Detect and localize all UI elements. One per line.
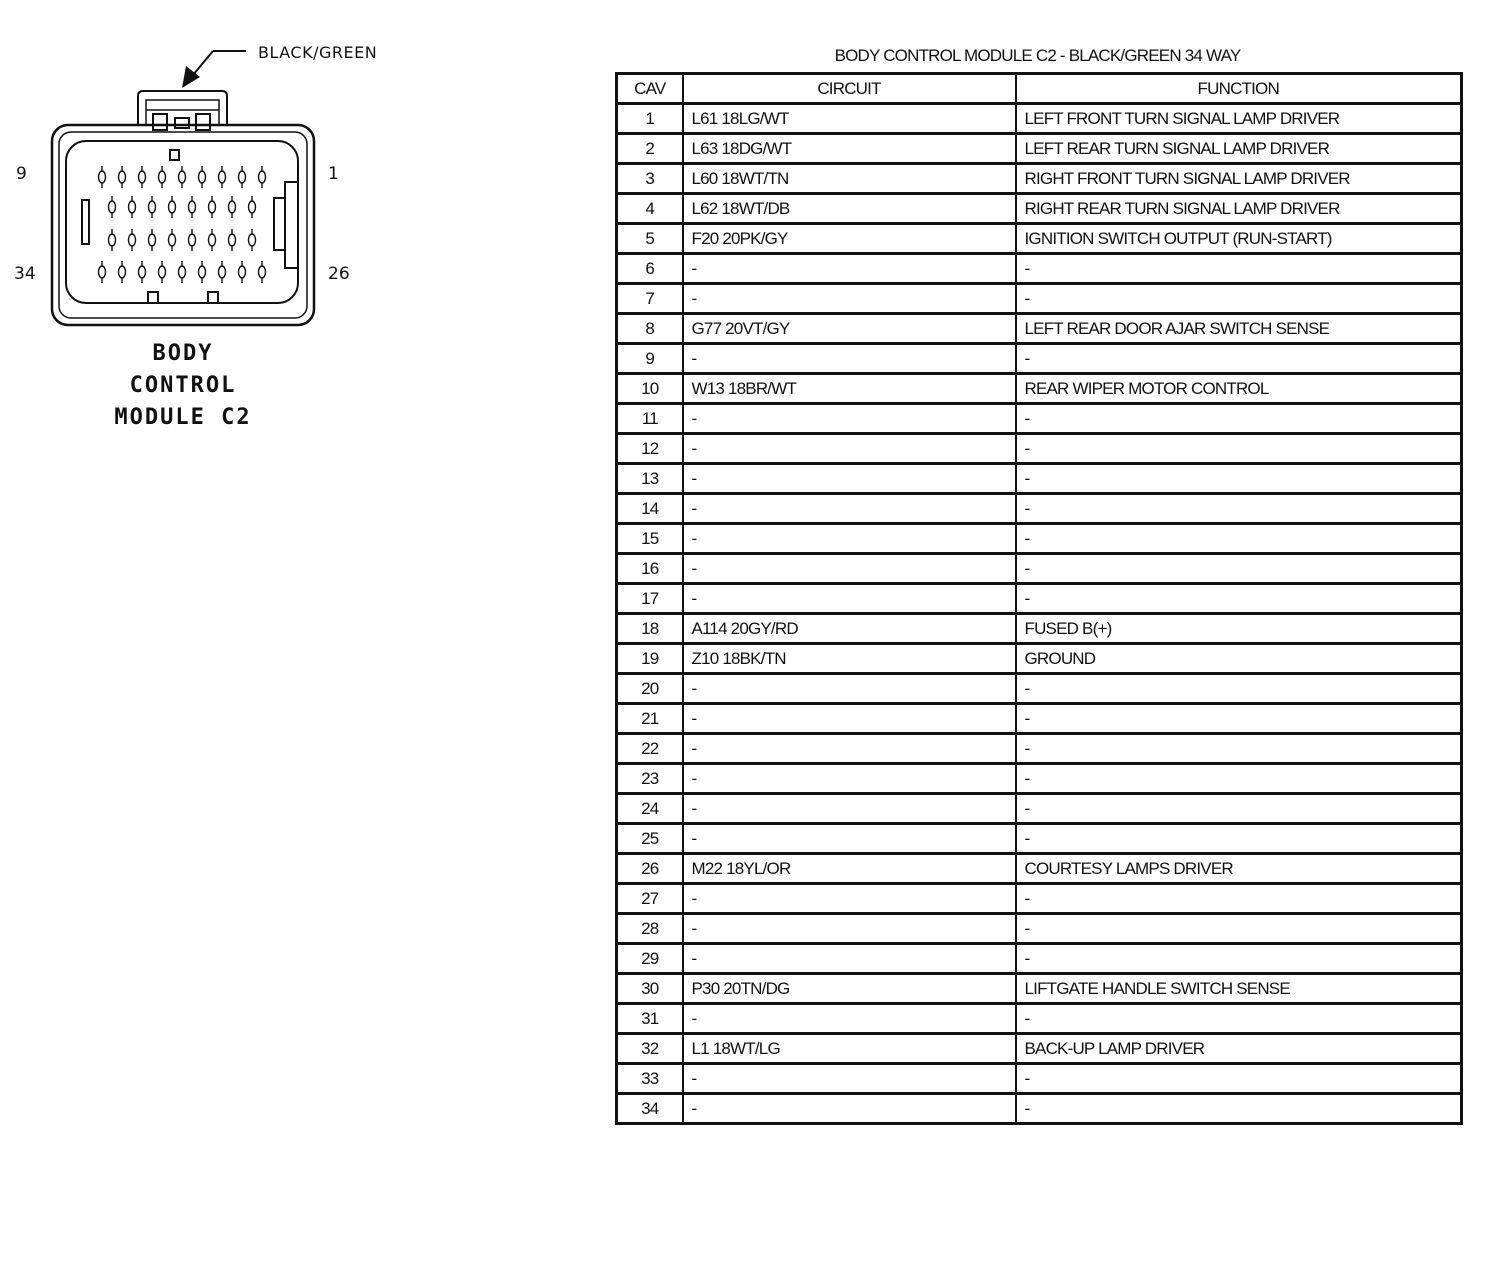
cav-cell: 12: [617, 434, 683, 464]
caption-line: BODY: [152, 341, 214, 366]
function-cell: IGNITION SWITCH OUTPUT (RUN-START): [1016, 224, 1462, 254]
table-row: [617, 884, 1462, 914]
cav-cell: 20: [617, 674, 683, 704]
pin-cavity: [209, 229, 216, 251]
cav-cell: 5: [617, 224, 683, 254]
pin-cavity: [249, 229, 256, 251]
pin-label-bottom-left: 34: [14, 264, 36, 284]
cav-cell: 27: [617, 884, 683, 914]
circuit-cell: -: [683, 764, 1016, 794]
table-row: [617, 1034, 1462, 1064]
cav-cell: 8: [617, 314, 683, 344]
circuit-cell: L61 18LG/WT: [683, 104, 1016, 134]
circuit-cell: -: [683, 824, 1016, 854]
circuit-cell: -: [683, 914, 1016, 944]
function-cell: -: [1016, 404, 1462, 434]
circuit-cell: -: [683, 344, 1016, 374]
function-cell: -: [1016, 524, 1462, 554]
circuit-cell: -: [683, 704, 1016, 734]
function-cell: -: [1016, 674, 1462, 704]
function-cell: RIGHT REAR TURN SIGNAL LAMP DRIVER: [1016, 194, 1462, 224]
pin-label-bottom-right: 26: [328, 264, 350, 284]
cav-cell: 13: [617, 464, 683, 494]
circuit-cell: -: [683, 554, 1016, 584]
cav-cell: 34: [617, 1094, 683, 1124]
pin-cavity: [109, 229, 116, 251]
function-cell: BACK-UP LAMP DRIVER: [1016, 1034, 1462, 1064]
table-row: [617, 254, 1462, 284]
circuit-cell: -: [683, 434, 1016, 464]
function-cell: -: [1016, 284, 1462, 314]
table-row: [617, 734, 1462, 764]
circuit-cell: F20 20PK/GY: [683, 224, 1016, 254]
cav-cell: 14: [617, 494, 683, 524]
pin-cavity: [159, 261, 166, 283]
table-row: [617, 1004, 1462, 1034]
module-caption: [52, 338, 314, 434]
cav-cell: 21: [617, 704, 683, 734]
pin-cavity: [119, 261, 126, 283]
circuit-cell: -: [683, 494, 1016, 524]
table-row: [617, 554, 1462, 584]
pin-cavity: [99, 166, 106, 188]
function-cell: LIFTGATE HANDLE SWITCH SENSE: [1016, 974, 1462, 1004]
pin-cavity: [239, 261, 246, 283]
pin-cavity: [229, 229, 236, 251]
circuit-cell: P30 20TN/DG: [683, 974, 1016, 1004]
pinout-table: [615, 72, 1463, 1125]
circuit-cell: Z10 18BK/TN: [683, 644, 1016, 674]
pin-label-top-left: 9: [16, 164, 27, 184]
pin-cavity: [139, 166, 146, 188]
function-cell: RIGHT FRONT TURN SIGNAL LAMP DRIVER: [1016, 164, 1462, 194]
pin-cavity: [109, 196, 116, 218]
circuit-cell: -: [683, 284, 1016, 314]
cav-cell: 23: [617, 764, 683, 794]
table-row: [617, 944, 1462, 974]
circuit-cell: M22 18YL/OR: [683, 854, 1016, 884]
table-row: [617, 314, 1462, 344]
table-row: [617, 404, 1462, 434]
cav-cell: 33: [617, 1064, 683, 1094]
function-cell: -: [1016, 704, 1462, 734]
connector-pins: [99, 166, 266, 283]
function-cell: -: [1016, 464, 1462, 494]
header-circuit: CIRCUIT: [683, 74, 1016, 104]
pin-cavity: [119, 166, 126, 188]
function-cell: -: [1016, 944, 1462, 974]
table-row: [617, 704, 1462, 734]
cav-cell: 30: [617, 974, 683, 1004]
cav-cell: 17: [617, 584, 683, 614]
pin-cavity: [189, 229, 196, 251]
function-cell: LEFT REAR TURN SIGNAL LAMP DRIVER: [1016, 134, 1462, 164]
connector-color-label: BLACK/GREEN: [258, 43, 378, 62]
function-cell: -: [1016, 734, 1462, 764]
table-row: [617, 1064, 1462, 1094]
function-cell: -: [1016, 254, 1462, 284]
circuit-cell: -: [683, 734, 1016, 764]
table-row: [617, 464, 1462, 494]
pin-cavity: [259, 261, 266, 283]
function-cell: -: [1016, 494, 1462, 524]
table-row: [617, 524, 1462, 554]
pin-cavity: [199, 166, 206, 188]
function-cell: -: [1016, 554, 1462, 584]
circuit-cell: -: [683, 794, 1016, 824]
function-cell: -: [1016, 764, 1462, 794]
cav-cell: 31: [617, 1004, 683, 1034]
circuit-cell: L60 18WT/TN: [683, 164, 1016, 194]
circuit-cell: -: [683, 1094, 1016, 1124]
table-row: [617, 914, 1462, 944]
cav-cell: 28: [617, 914, 683, 944]
header-cav: CAV: [617, 74, 683, 104]
cav-cell: 2: [617, 134, 683, 164]
cav-cell: 15: [617, 524, 683, 554]
cav-cell: 25: [617, 824, 683, 854]
circuit-cell: -: [683, 1064, 1016, 1094]
cav-cell: 7: [617, 284, 683, 314]
pin-label-top-right: 1: [328, 164, 339, 184]
table-row: [617, 854, 1462, 884]
pin-cavity: [219, 261, 226, 283]
pin-cavity: [219, 166, 226, 188]
pin-cavity: [159, 166, 166, 188]
circuit-cell: -: [683, 524, 1016, 554]
circuit-cell: W13 18BR/WT: [683, 374, 1016, 404]
header-function: FUNCTION: [1016, 74, 1462, 104]
table-row: [617, 494, 1462, 524]
cav-cell: 32: [617, 1034, 683, 1064]
circuit-cell: -: [683, 254, 1016, 284]
circuit-cell: -: [683, 464, 1016, 494]
circuit-cell: -: [683, 884, 1016, 914]
function-cell: -: [1016, 344, 1462, 374]
table-row: [617, 434, 1462, 464]
caption-line: CONTROL: [129, 373, 237, 398]
table-row: [617, 584, 1462, 614]
table-header-row: [617, 74, 1462, 104]
table-row: [617, 134, 1462, 164]
circuit-cell: -: [683, 674, 1016, 704]
function-cell: LEFT FRONT TURN SIGNAL LAMP DRIVER: [1016, 104, 1462, 134]
pin-cavity: [259, 166, 266, 188]
table-row: [617, 824, 1462, 854]
table-row: [617, 194, 1462, 224]
pin-cavity: [169, 196, 176, 218]
cav-cell: 29: [617, 944, 683, 974]
cav-cell: 3: [617, 164, 683, 194]
circuit-cell: L63 18DG/WT: [683, 134, 1016, 164]
function-cell: -: [1016, 794, 1462, 824]
function-cell: -: [1016, 1004, 1462, 1034]
table-title: BODY CONTROL MODULE C2 - BLACK/GREEN 34 WAY: [834, 46, 1241, 65]
function-cell: LEFT REAR DOOR AJAR SWITCH SENSE: [1016, 314, 1462, 344]
table-row: [617, 974, 1462, 1004]
function-cell: GROUND: [1016, 644, 1462, 674]
function-cell: -: [1016, 914, 1462, 944]
pin-cavity: [169, 229, 176, 251]
pin-cavity: [99, 261, 106, 283]
pin-cavity: [179, 261, 186, 283]
circuit-cell: G77 20VT/GY: [683, 314, 1016, 344]
circuit-cell: -: [683, 404, 1016, 434]
circuit-cell: L1 18WT/LG: [683, 1034, 1016, 1064]
pin-cavity: [129, 196, 136, 218]
connector-housing: [52, 91, 314, 325]
pin-cavity: [239, 166, 246, 188]
cav-cell: 18: [617, 614, 683, 644]
cav-cell: 16: [617, 554, 683, 584]
cav-cell: 11: [617, 404, 683, 434]
table-row: [617, 794, 1462, 824]
function-cell: -: [1016, 584, 1462, 614]
table-row: [617, 764, 1462, 794]
pin-cavity: [129, 229, 136, 251]
function-cell: -: [1016, 434, 1462, 464]
function-cell: FUSED B(+): [1016, 614, 1462, 644]
cav-cell: 1: [617, 104, 683, 134]
circuit-cell: -: [683, 1004, 1016, 1034]
table-row: [617, 674, 1462, 704]
table-row: [617, 224, 1462, 254]
pin-cavity: [149, 196, 156, 218]
cav-cell: 26: [617, 854, 683, 884]
pin-cavity: [189, 196, 196, 218]
pin-cavity: [209, 196, 216, 218]
cav-cell: 6: [617, 254, 683, 284]
table-row: [617, 284, 1462, 314]
pin-cavity: [229, 196, 236, 218]
function-cell: COURTESY LAMPS DRIVER: [1016, 854, 1462, 884]
function-cell: -: [1016, 824, 1462, 854]
table-row: [617, 614, 1462, 644]
pin-cavity: [249, 196, 256, 218]
cav-cell: 9: [617, 344, 683, 374]
function-cell: REAR WIPER MOTOR CONTROL: [1016, 374, 1462, 404]
pin-cavity: [149, 229, 156, 251]
pin-cavity: [139, 261, 146, 283]
cav-cell: 10: [617, 374, 683, 404]
circuit-cell: A114 20GY/RD: [683, 614, 1016, 644]
function-cell: -: [1016, 1094, 1462, 1124]
table-row: [617, 164, 1462, 194]
circuit-cell: -: [683, 584, 1016, 614]
circuit-cell: L62 18WT/DB: [683, 194, 1016, 224]
table-row: [617, 644, 1462, 674]
cav-cell: 22: [617, 734, 683, 764]
function-cell: -: [1016, 884, 1462, 914]
table-row: [617, 344, 1462, 374]
circuit-cell: -: [683, 944, 1016, 974]
pointer-arrow: [182, 51, 246, 88]
cav-cell: 19: [617, 644, 683, 674]
pin-cavity: [199, 261, 206, 283]
cav-cell: 24: [617, 794, 683, 824]
cav-cell: 4: [617, 194, 683, 224]
table-row: [617, 374, 1462, 404]
pin-cavity: [179, 166, 186, 188]
table-row: [617, 1094, 1462, 1124]
caption-line: MODULE C2: [114, 405, 252, 430]
function-cell: -: [1016, 1064, 1462, 1094]
table-row: [617, 104, 1462, 134]
